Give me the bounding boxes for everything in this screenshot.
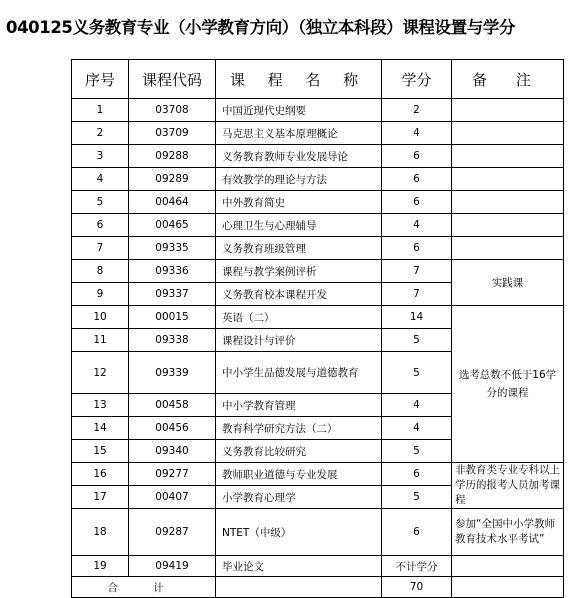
header-notes: 备 注	[452, 60, 564, 99]
header-row	[72, 60, 564, 99]
code-cell: 09338	[129, 329, 216, 352]
course-name-cell: 中国近现代史纲要	[216, 99, 382, 122]
course-name-cell: 教师职业道德与专业发展	[216, 463, 382, 486]
course-name-cell: 马克思主义基本原理概论	[216, 122, 382, 145]
code-cell: 00456	[129, 417, 216, 440]
table-row	[72, 237, 564, 260]
course-name-cell: NTET（中级）	[216, 509, 382, 556]
credits-cell: 4	[382, 394, 452, 417]
total-credits: 70	[382, 577, 452, 598]
credits-cell: 6	[382, 509, 452, 556]
total-row	[72, 577, 564, 598]
seq-cell: 13	[72, 394, 129, 417]
credits-cell: 7	[382, 283, 452, 306]
course-name-cell: 中外教育简史	[216, 191, 382, 214]
credits-cell: 4	[382, 214, 452, 237]
credits-cell: 2	[382, 99, 452, 122]
note-cell-empty	[452, 122, 564, 145]
seq-cell: 9	[72, 283, 129, 306]
note-cell-empty	[452, 145, 564, 168]
credits-cell: 4	[382, 417, 452, 440]
course-name-cell: 义务教育校本课程开发	[216, 283, 382, 306]
seq-cell: 1	[72, 99, 129, 122]
code-cell: 09337	[129, 283, 216, 306]
seq-cell: 16	[72, 463, 129, 486]
course-name-cell: 义务教育比较研究	[216, 440, 382, 463]
table-row	[72, 556, 564, 577]
seq-cell: 5	[72, 191, 129, 214]
table-row	[72, 122, 564, 145]
credits-cell: 6	[382, 191, 452, 214]
credits-cell: 5	[382, 329, 452, 352]
note-cell-empty	[452, 237, 564, 260]
credits-cell: 6	[382, 168, 452, 191]
credits-cell: 6	[382, 463, 452, 486]
credits-cell: 5	[382, 440, 452, 463]
seq-cell: 10	[72, 306, 129, 329]
note-non-major: 非教育类专业专科以上学历的报考人员加考课程	[452, 463, 564, 509]
seq-cell: 2	[72, 122, 129, 145]
credits-cell: 6	[382, 237, 452, 260]
seq-cell: 19	[72, 556, 129, 577]
table-row	[72, 191, 564, 214]
code-cell: 09339	[129, 352, 216, 394]
seq-cell: 8	[72, 260, 129, 283]
table-row	[72, 260, 564, 283]
seq-cell: 14	[72, 417, 129, 440]
course-name-cell: 义务教育班级管理	[216, 237, 382, 260]
code-cell: 09277	[129, 463, 216, 486]
seq-cell: 12	[72, 352, 129, 394]
credits-cell: 5	[382, 486, 452, 509]
course-name-cell: 义务教育教师专业发展导论	[216, 145, 382, 168]
seq-cell: 11	[72, 329, 129, 352]
seq-cell: 7	[72, 237, 129, 260]
course-name-cell: 有效教学的理论与方法	[216, 168, 382, 191]
code-cell: 03709	[129, 122, 216, 145]
note-cell-empty	[452, 556, 564, 577]
credits-cell: 5	[382, 352, 452, 394]
code-cell: 09289	[129, 168, 216, 191]
note-ntet: 参加“全国中小学教师教育技术水平考试”	[452, 509, 564, 556]
code-cell: 09287	[129, 509, 216, 556]
seq-cell: 17	[72, 486, 129, 509]
course-name-cell: 中小学生品德发展与道德教育	[216, 352, 382, 394]
code-cell: 00458	[129, 394, 216, 417]
table-row	[72, 463, 564, 486]
course-table	[71, 59, 564, 598]
credits-cell: 不计学分	[382, 556, 452, 577]
course-name-cell: 课程设计与评价	[216, 329, 382, 352]
note-cell-empty	[452, 191, 564, 214]
total-label: 合 计	[72, 577, 216, 598]
seq-cell: 18	[72, 509, 129, 556]
course-name-cell: 毕业论文	[216, 556, 382, 577]
credits-cell: 6	[382, 145, 452, 168]
table-row	[72, 168, 564, 191]
table-row	[72, 509, 564, 556]
header-code: 课程代码	[129, 60, 216, 99]
note-elective: 选考总数不低于16学分的课程	[452, 306, 564, 463]
header-seq: 序号	[72, 60, 129, 99]
code-cell: 03708	[129, 99, 216, 122]
code-cell: 00464	[129, 191, 216, 214]
credits-cell: 14	[382, 306, 452, 329]
total-note-empty	[452, 577, 564, 598]
code-cell: 00015	[129, 306, 216, 329]
course-name-cell: 英语（二）	[216, 306, 382, 329]
table-row	[72, 214, 564, 237]
code-cell: 09336	[129, 260, 216, 283]
table-row	[72, 99, 564, 122]
credits-cell: 7	[382, 260, 452, 283]
table-row	[72, 145, 564, 168]
course-name-cell: 心理卫生与心理辅导	[216, 214, 382, 237]
note-cell-empty	[452, 168, 564, 191]
course-name-cell: 小学教育心理学	[216, 486, 382, 509]
page-title: 040125义务教育专业（小学教育方向）（独立本科段）课程设置与学分	[6, 18, 516, 37]
code-cell: 09288	[129, 145, 216, 168]
course-name-cell: 中小学教育管理	[216, 394, 382, 417]
total-name-empty	[216, 577, 382, 598]
code-cell: 09419	[129, 556, 216, 577]
header-credits: 学分	[382, 60, 452, 99]
code-cell: 00465	[129, 214, 216, 237]
code-cell: 09340	[129, 440, 216, 463]
note-practice: 实践课	[452, 260, 564, 306]
seq-cell: 4	[72, 168, 129, 191]
seq-cell: 6	[72, 214, 129, 237]
note-cell-empty	[452, 99, 564, 122]
table-row	[72, 306, 564, 329]
course-name-cell: 教育科学研究方法（二）	[216, 417, 382, 440]
seq-cell: 15	[72, 440, 129, 463]
seq-cell: 3	[72, 145, 129, 168]
header-name: 课 程 名 称	[216, 60, 382, 99]
course-name-cell: 课程与教学案例评析	[216, 260, 382, 283]
note-cell-empty	[452, 214, 564, 237]
code-cell: 00407	[129, 486, 216, 509]
credits-cell: 4	[382, 122, 452, 145]
code-cell: 09335	[129, 237, 216, 260]
